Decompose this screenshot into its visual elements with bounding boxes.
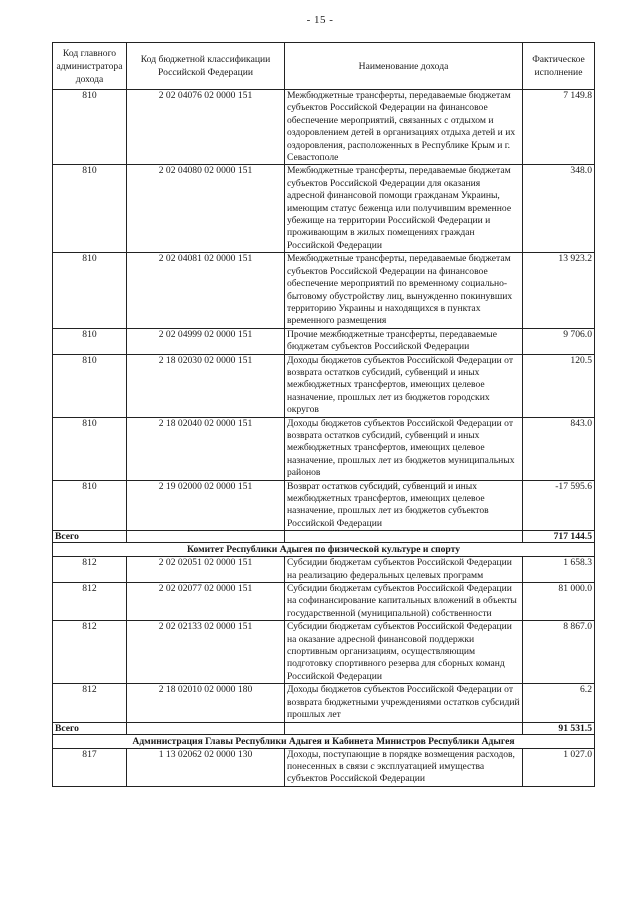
income-name-cell: Субсидии бюджетам субъектов Российской Федерации на оказание адресной финансовой поддержки спортивным организациям, осуществляющим подготовку спортивного резерва для сборных команд Российской Федерации [285,621,523,684]
amount-cell: -17 595.6 [523,480,595,531]
empty-cell [285,531,523,543]
admin-code-cell: 810 [53,480,127,531]
table-row [53,557,595,583]
admin-code-cell: 810 [53,165,127,253]
budget-code-cell: 2 02 02077 02 0000 151 [127,583,285,621]
amount-cell: 1 027.0 [523,748,595,786]
total-row [53,531,595,543]
amount-cell: 9 706.0 [523,328,595,354]
section-heading-row [53,734,595,748]
total-amount: 91 531.5 [523,722,595,734]
income-name-cell: Межбюджетные трансферты, передаваемые бюджетам субъектов Российской Федерации на финансовое обеспечение мероприятий, связанных с отдыхом и оздоровлением детей в организациях отдыха детей и их оздоровления, расположенных в Республике Крым и г. Севастополе [285,90,523,165]
table-row [53,583,595,621]
admin-code-cell: 812 [53,557,127,583]
income-name-cell: Доходы бюджетов субъектов Российской Федерации от возврата остатков субсидий, субвенций и иных межбюджетных трансфертов, имеющих целевое назначение, прошлых лет из бюджетов городских округов [285,354,523,417]
header-budget-code: Код бюджетной классификации Российской Федерации [127,43,285,90]
income-name-cell: Доходы, поступающие в порядке возмещения расходов, понесенных в связи с эксплуатацией имущества субъектов Российской Федерации [285,748,523,786]
budget-code-cell: 2 02 04076 02 0000 151 [127,90,285,165]
budget-code-cell: 2 02 02051 02 0000 151 [127,557,285,583]
income-name-cell: Субсидии бюджетам субъектов Российской Федерации на софинансирование капитальных вложений в объекты государственной (муниципальной) собственности [285,583,523,621]
budget-code-cell: 2 02 02133 02 0000 151 [127,621,285,684]
amount-cell: 7 149.8 [523,90,595,165]
table-row [53,354,595,417]
admin-code-cell: 812 [53,621,127,684]
table-row [53,480,595,531]
income-name-cell: Субсидии бюджетам субъектов Российской Федерации на реализацию федеральных целевых программ [285,557,523,583]
admin-code-cell: 817 [53,748,127,786]
amount-cell: 843.0 [523,417,595,480]
admin-code-cell: 810 [53,354,127,417]
amount-cell: 8 867.0 [523,621,595,684]
income-name-cell: Доходы бюджетов субъектов Российской Федерации от возврата бюджетными учреждениями остатков субсидий прошлых лет [285,684,523,722]
budget-income-table [52,42,595,787]
header-admin-code: Код главного администратора дохода [53,43,127,90]
income-name-cell: Межбюджетные трансферты, передаваемые бюджетам субъектов Российской Федерации для оказания адресной финансовой помощи гражданам Украины, имеющим статус беженца или получившим временное убежище на территории Российской Федерации и проживающим в жилых помещениях граждан Российской Федерации [285,165,523,253]
table-row [53,417,595,480]
budget-code-cell: 2 18 02030 02 0000 151 [127,354,285,417]
budget-code-cell: 2 02 04080 02 0000 151 [127,165,285,253]
total-label: Всего [53,722,127,734]
admin-code-cell: 810 [53,417,127,480]
income-name-cell: Доходы бюджетов субъектов Российской Федерации от возврата остатков субсидий, субвенций и иных межбюджетных трансфертов, имеющих целевое назначение, прошлых лет из бюджетов муниципальных районов [285,417,523,480]
table-row [53,684,595,722]
amount-cell: 1 658.3 [523,557,595,583]
budget-code-cell: 2 18 02010 02 0000 180 [127,684,285,722]
table-row [53,621,595,684]
budget-code-cell: 2 02 04081 02 0000 151 [127,253,285,328]
admin-code-cell: 810 [53,328,127,354]
budget-code-cell: 1 13 02062 02 0000 130 [127,748,285,786]
amount-cell: 81 000.0 [523,583,595,621]
header-income-name: Наименование дохода [285,43,523,90]
table-row [53,328,595,354]
budget-code-cell: 2 02 04999 02 0000 151 [127,328,285,354]
page-number: - 15 - [306,14,334,26]
header-actual: Фактическое исполнение [523,43,595,90]
table-row [53,90,595,165]
section-title: Комитет Республики Адыгея по физической культуре и спорту [53,543,595,557]
table-header-row [53,43,595,90]
admin-code-cell: 810 [53,253,127,328]
admin-code-cell: 812 [53,684,127,722]
table-row [53,748,595,786]
amount-cell: 120.5 [523,354,595,417]
budget-code-cell: 2 19 02000 02 0000 151 [127,480,285,531]
section-heading-row [53,543,595,557]
total-amount: 717 144.5 [523,531,595,543]
income-name-cell: Возврат остатков субсидий, субвенций и иных межбюджетных трансфертов, имеющих целевое назначение, прошлых лет из бюджетов субъектов Российской Федерации [285,480,523,531]
table-row [53,165,595,253]
total-label: Всего [53,531,127,543]
income-name-cell: Прочие межбюджетные трансферты, передаваемые бюджетам субъектов Российской Федерации [285,328,523,354]
budget-code-cell: 2 18 02040 02 0000 151 [127,417,285,480]
empty-cell [127,722,285,734]
section-title: Администрация Главы Республики Адыгея и Кабинета Министров Республики Адыгея [53,734,595,748]
table-row [53,253,595,328]
empty-cell [127,531,285,543]
admin-code-cell: 810 [53,90,127,165]
amount-cell: 6.2 [523,684,595,722]
amount-cell: 348.0 [523,165,595,253]
empty-cell [285,722,523,734]
total-row [53,722,595,734]
admin-code-cell: 812 [53,583,127,621]
amount-cell: 13 923.2 [523,253,595,328]
income-name-cell: Межбюджетные трансферты, передаваемые бюджетам субъектов Российской Федерации на финансовое обеспечение мероприятий по временному социально-бытовому обустройству лиц, вынужденно покинувших территорию Украины и находящихся в пунктах временного размещения [285,253,523,328]
